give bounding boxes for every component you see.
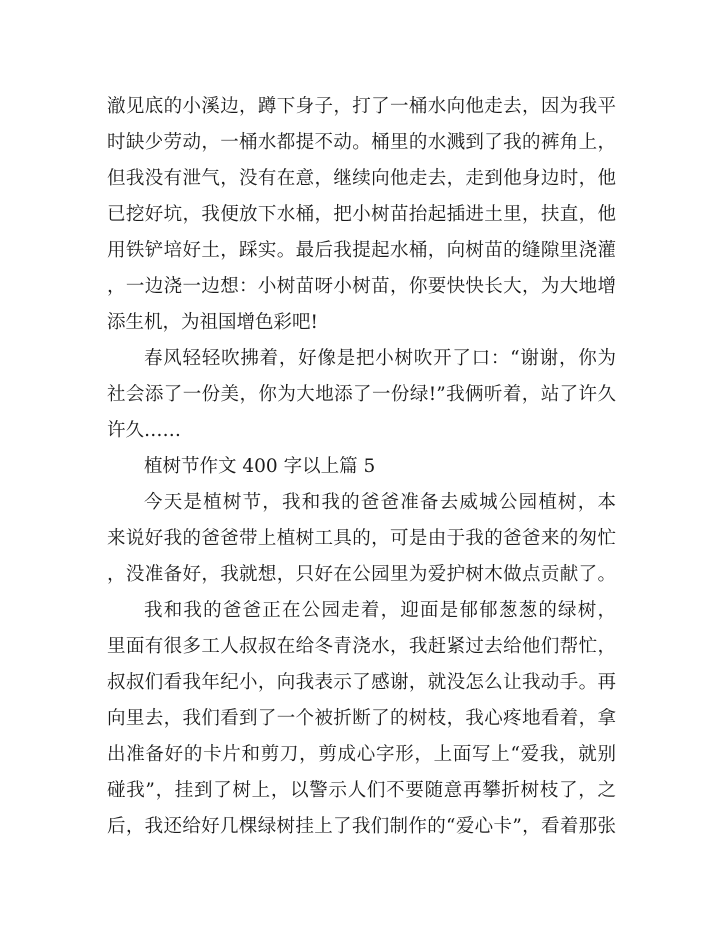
text-line: 里面有很多工人叔叔在给冬青浇水，我赶紧过去给他们帮忙，	[107, 636, 616, 657]
text-line: 碰我”，挂到了树上，以警示人们不要随意再攀折树枝了，之	[107, 780, 616, 801]
text-line: 但我没有泄气，没有在意，继续向他走去，走到他身边时，他	[107, 168, 616, 189]
text-line: 叔叔们看我年纪小，向我表示了感谢，就没怎么让我动手。再	[107, 672, 616, 693]
text-line: 澈见底的小溪边，蹲下身子，打了一桶水向他走去，因为我平	[107, 96, 616, 117]
text-line: 我和我的爸爸正在公园走着，迎面是郁郁葱葱的绿树，	[144, 600, 616, 621]
text-line: 用铁铲培好土，踩实。最后我提起水桶，向树苗的缝隙里浇灌	[107, 240, 616, 261]
text-line: 春风轻轻吹拂着，好像是把小树吹开了口：“谢谢，你为	[144, 348, 616, 369]
text-line: 今天是植树节，我和我的爸爸准备去威城公园植树，本	[144, 492, 616, 513]
text-line: 添生机，为祖国增色彩吧!	[107, 312, 318, 333]
text-line: 时缺少劳动，一桶水都提不动。桶里的水溅到了我的裤角上，	[107, 132, 616, 153]
text-line: 来说好我的爸爸带上植树工具的，可是由于我的爸爸来的匆忙	[107, 528, 616, 549]
text-line: ，没准备好，我就想，只好在公园里为爱护树木做点贡献了。	[107, 564, 616, 585]
text-line: 许久……	[107, 420, 182, 441]
text-line: 已挖好坑，我便放下水桶，把小树苗抬起插进土里，扶直，他	[107, 204, 616, 225]
text-line: 出准备好的卡片和剪刀，剪成心字形，上面写上“爱我，就别	[107, 744, 616, 765]
text-line: 社会添了一份美，你为大地添了一份绿!”我俩听着，站了许久	[107, 384, 616, 405]
text-line: 向里去，我们看到了一个被折断了的树枝，我心疼地看着，拿	[107, 708, 616, 729]
section-heading: 植树节作文 400 字以上篇 5	[144, 456, 376, 477]
text-line: ，一边浇一边想：小树苗呀小树苗，你要快快长大，为大地增	[107, 276, 616, 297]
text-line: 后，我还给好几棵绿树挂上了我们制作的“爱心卡”，看着那张	[107, 816, 616, 837]
